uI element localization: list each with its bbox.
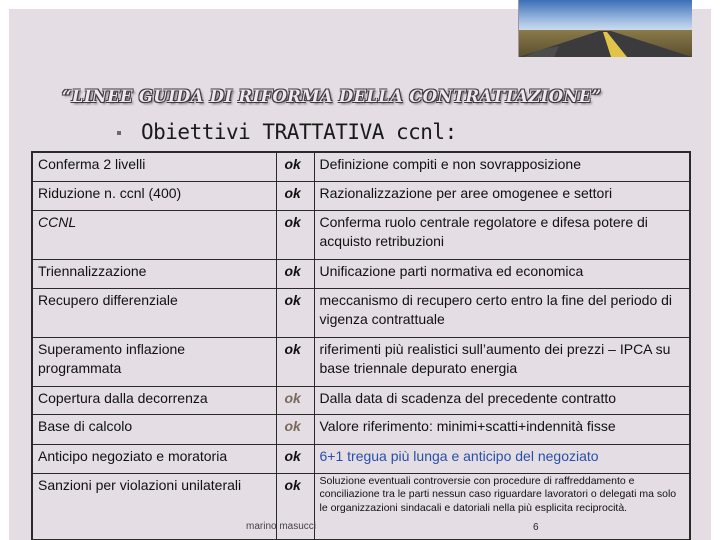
table-row [32,415,690,444]
status-cell: ok [276,210,314,259]
author-footer: marino masucci [246,521,317,532]
item-cell: Conferma 2 livelli [32,152,276,181]
note-cell: meccanismo di recupero certo entro la fine del periodo di vigenza contrattuale [314,289,690,338]
status-cell: ok [276,181,314,210]
item-cell: Sanzioni per violazioni unilaterali [32,473,276,539]
table-row [32,473,690,539]
item-cell: CCNL [32,210,276,259]
status-cell: ok [276,338,314,387]
item-cell: Anticipo negoziato e moratoria [32,444,276,473]
table-row [32,289,690,338]
objectives-table [31,151,691,540]
table-row [32,181,690,210]
item-cell: Riduzione n. ccnl (400) [32,181,276,210]
note-cell: riferimenti più realistici sull’aumento dei prezzi – IPCA su base triennale depurato energia [314,338,690,387]
page-number: 6 [533,522,539,533]
status-cell: ok [276,152,314,181]
note-cell: Soluzione eventuali controversie con procedure di raffreddamento e conciliazione tra le parti nessun caso riguardare lavoratori o delegati ma solo le organizzazioni sindacali e datoriali nella più esplicita reciprocità. [314,473,690,539]
item-cell: Recupero differenziale [32,289,276,338]
note-cell: Valore riferimento: minimi+scatti+indennità fisse [314,415,690,444]
note-cell: Dalla data di scadenza del precedente contratto [314,387,690,415]
table-row [32,259,690,288]
status-cell: ok [276,387,314,415]
item-cell: Triennalizzazione [32,259,276,288]
bullet-icon [117,131,121,135]
note-cell: Conferma ruolo centrale regolatore e difesa potere di acquisto retribuzioni [314,210,690,259]
note-cell: Definizione compiti e non sovrapposizione [314,152,690,181]
note-cell: 6+1 tregua più lunga e anticipo del negoziato [314,444,690,473]
table-row [32,387,690,415]
slide-subtitle: Obiettivi TRATTATIVA ccnl: [141,120,457,144]
note-cell: Razionalizzazione per aree omogenee e settori [314,181,690,210]
road-image [518,0,692,57]
table-row [32,152,690,181]
status-cell: ok [276,444,314,473]
item-cell: Base di calcolo [32,415,276,444]
table-row [32,444,690,473]
item-cell: Copertura dalla decorrenza [32,387,276,415]
status-cell: ok [276,289,314,338]
note-cell: Unificazione parti normativa ed economica [314,259,690,288]
table-row [32,338,690,387]
status-cell: ok [276,473,314,539]
item-cell: Superamento inflazione programmata [32,338,276,387]
table-row [32,210,690,259]
status-cell: ok [276,259,314,288]
status-cell: ok [276,415,314,444]
slide-title: “LINEE GUIDA DI RIFORMA DELLA CONTRATTAZIONE” [62,87,602,106]
